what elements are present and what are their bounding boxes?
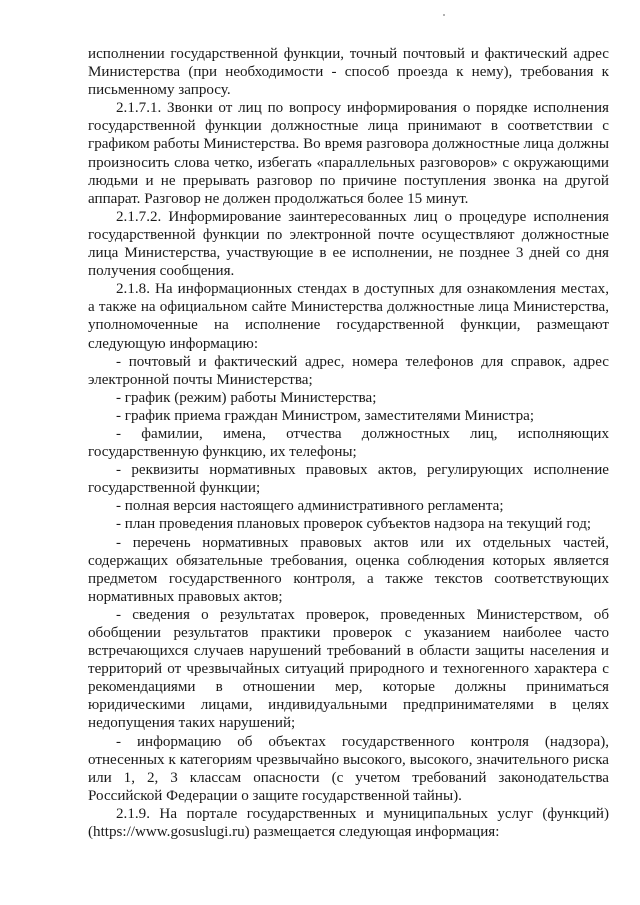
list-item-risk-objects: - информацию об объектах государственного контроля (надзора), отнесенных к категориям чрезвычайно высокого, высокого, значительного риска или 1, 2, 3 классам опасности (с учетом требований законодательства Российской Федерации о защите государственной тайны). xyxy=(88,733,609,804)
paragraph-2-1-7-1: 2.1.7.1. Звонки от лиц по вопросу информирования о порядке исполнения государственной функции должностные лица принимают в соответствии с графиком работы Министерства. Во время разговора должностные лица должны произносить слова четко, избегать «параллельных разговоров» с окружающими людьми и не прерывать разговор по причине поступления звонка на другой аппарат. Разговор не должен продолжаться более 15 минут. xyxy=(88,100,609,207)
list-item-regulation-version: - полная версия настоящего административного регламента; xyxy=(116,498,504,515)
paragraph-2-1-8: 2.1.8. На информационных стендах в доступных для ознакомления местах, а также на официальном сайте Министерства должностные лица Министерства, уполномоченные на исполнение государственной функции, размещают следующую информацию: xyxy=(88,281,609,352)
scan-artifact-dot xyxy=(443,14,445,16)
list-item-officials: - фамилии, имена, отчества должностных лиц, исполняющих государственную функцию, их телефоны; xyxy=(88,425,609,461)
list-item-reception-schedule: - график приема граждан Министром, заместителями Министра; xyxy=(116,407,535,424)
paragraph-2-1-7-2: 2.1.7.2. Информирование заинтересованных лиц о процедуре исполнения государственной функции по электронной почте осуществляют должностные лица Министерства, участвующие в ее исполнении, не позднее 3 дней со дня получения сообщения. xyxy=(88,208,609,280)
list-item-legal-acts: - реквизиты нормативных правовых актов, регулирующих исполнение государственной функции; xyxy=(88,462,609,497)
list-item-mandatory-requirements: - перечень нормативных правовых актов или их отдельных частей, содержащих обязательные требования, оценка соблюдения которых является предметом государственного контроля, а также текстов соответствующих нормативных правовых актов; xyxy=(88,534,609,605)
list-item-inspection-results: - сведения о результатах проверок, проведенных Министерством, об обобщении результатов практики проверок с указанием наиболее часто встречающихся случаев нарушений требований в области защиты населения и территорий от чрезвычайных ситуаций природного и техногенного характера с рекомендациями в отношении мер, которые должны приниматься юридическими лицами, индивидуальными предпринимателями в целях недопущения таких нарушений; xyxy=(88,606,609,732)
list-item-address: - почтовый и фактический адрес, номера телефонов для справок, адрес электронной почты Министерства; xyxy=(88,353,609,388)
paragraph-continuation: исполнении государственной функции, точный почтовый и фактический адрес Министерства (при необходимости - способ проезда к нему), требования к письменному запросу. xyxy=(88,46,609,99)
paragraph-2-1-9: 2.1.9. На портале государственных и муниципальных услуг (функций) (https://www.gosuslugi.ru) размещается следующая информация: xyxy=(88,805,609,841)
list-item-inspection-plan: - план проведения плановых проверок субъектов надзора на текущий год; xyxy=(116,516,592,533)
document-body xyxy=(88,45,609,841)
list-item-work-schedule: - график (режим) работы Министерства; xyxy=(116,389,377,406)
